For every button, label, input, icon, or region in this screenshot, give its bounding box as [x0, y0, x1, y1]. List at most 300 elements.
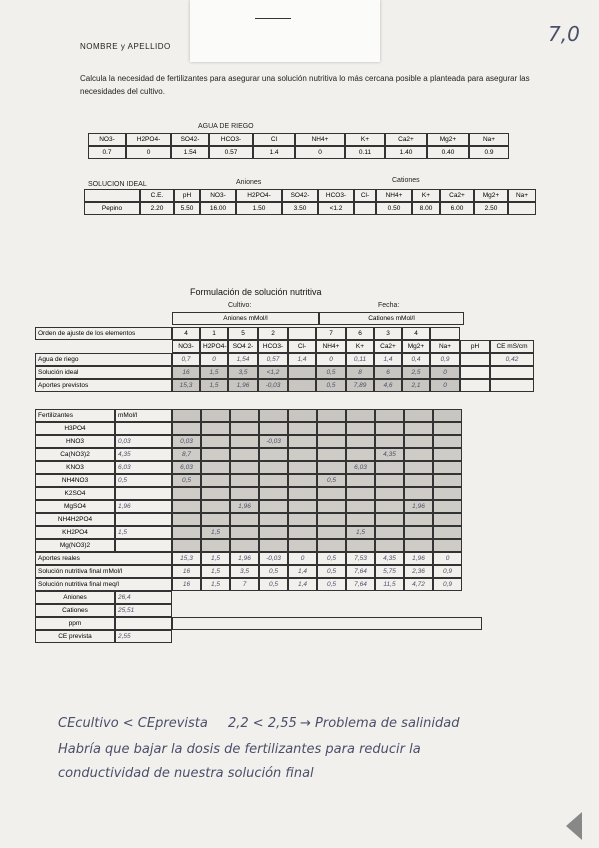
formulacion-value-cell: 8 — [346, 366, 374, 379]
solucion-value-cell: 6.00 — [440, 202, 474, 215]
fertilizer-mark-cell — [201, 474, 230, 487]
fertilizer-mark-cell — [346, 448, 375, 461]
fertilizer-mark-cell — [230, 422, 259, 435]
fert-summary-cell: 3,5 — [230, 565, 259, 578]
solucion-title: SOLUCION IDEAL — [88, 181, 147, 188]
fert-summary-cell: 1,5 — [201, 565, 230, 578]
fertilizer-mark-cell — [375, 539, 404, 552]
orden-cell: 1 — [200, 327, 228, 340]
fertilizer-mark-cell — [317, 500, 346, 513]
fertilizer-mark-cell — [346, 422, 375, 435]
fert-summary-cell: 16 — [172, 565, 201, 578]
fertilizer-mark-cell — [201, 539, 230, 552]
orden-cell: 3 — [374, 327, 402, 340]
solucion-header-cell: Cl- — [354, 189, 376, 202]
solucion-header-cell: SO42- — [282, 189, 318, 202]
fertilizer-row — [35, 461, 482, 474]
orden-cell: 2 — [258, 327, 288, 340]
formulacion-value-cell: 0,57 — [258, 353, 288, 366]
formulacion-row-label: Agua de riego — [35, 353, 172, 366]
fert-header-blank — [230, 409, 259, 422]
fertilizer-mark-cell — [346, 487, 375, 500]
fertilizer-name: H3PO4 — [35, 422, 115, 435]
cultivo-label: Cultivo: — [228, 302, 252, 309]
fertilizer-mark-cell — [317, 448, 346, 461]
fertilizer-mark-cell — [317, 422, 346, 435]
fert-summary-cell: 7,53 — [346, 552, 375, 565]
fertilizer-mark-cell — [346, 474, 375, 487]
fert-header-blank — [375, 409, 404, 422]
fertilizer-row — [35, 487, 482, 500]
fert-summary-row — [35, 578, 482, 591]
fertilizer-mark-cell: 0,03 — [172, 435, 201, 448]
fertilizer-row — [35, 474, 482, 487]
fertilizer-mark-cell — [201, 448, 230, 461]
fertilizer-mark-cell — [230, 513, 259, 526]
fertilizer-mark-cell — [230, 448, 259, 461]
fert-summary-cell: 1,96 — [404, 552, 433, 565]
grade-mark: 7,0 — [548, 22, 580, 46]
fert-header-blank — [259, 409, 288, 422]
fertilizer-mark-cell — [375, 422, 404, 435]
agua-header-cell: HCO3- — [209, 133, 253, 146]
fertilizer-row — [35, 526, 482, 539]
ion-header-cell: Cl- — [288, 340, 316, 353]
fertilizer-name: K2SO4 — [35, 487, 115, 500]
solucion-aniones-label: Aniones — [236, 179, 262, 186]
fert-summary-cell: 7,64 — [346, 565, 375, 578]
agua-header-cell: Na+ — [469, 133, 509, 146]
fertilizer-mark-cell — [201, 513, 230, 526]
fertilizer-name: NH4NO3 — [35, 474, 115, 487]
formulacion-value-cell: 0,4 — [402, 353, 430, 366]
solucion-value-cell: 3.50 — [282, 202, 318, 215]
fertilizer-mark-cell — [259, 500, 288, 513]
fert-summary-label: Aportes reales — [35, 552, 172, 565]
solucion-value-cell: 0.50 — [376, 202, 412, 215]
fertilizer-mark-cell — [288, 487, 317, 500]
fertilizer-mark-cell: -0,03 — [259, 435, 288, 448]
formulacion-table — [35, 327, 534, 392]
formulacion-value-cell — [490, 366, 534, 379]
fertilizer-mark-cell — [259, 526, 288, 539]
fert-extra-label: CE prevista — [35, 630, 115, 643]
fertilizer-mark-cell — [201, 500, 230, 513]
formulacion-value-cell: -0,03 — [258, 379, 288, 392]
fertilizer-mark-cell — [433, 526, 462, 539]
solucion-value-cell: 2.20 — [140, 202, 174, 215]
agua-header-cell: Mg2+ — [427, 133, 469, 146]
formulacion-value-cell: 0,7 — [172, 353, 200, 366]
formulacion-value-cell: 1,96 — [228, 379, 258, 392]
fertilizer-mark-cell — [259, 513, 288, 526]
ion-header-cell: CE mS/cm — [490, 340, 534, 353]
formulacion-row — [35, 353, 534, 366]
fertilizer-mark-cell — [201, 461, 230, 474]
fertilizer-mark-cell — [433, 474, 462, 487]
formulacion-value-cell: 0 — [430, 366, 460, 379]
fertilizer-mark-cell — [172, 526, 201, 539]
fert-header-blank — [433, 409, 462, 422]
orden-cell — [430, 327, 460, 340]
fert-summary-cell: 0,5 — [317, 565, 346, 578]
formulacion-row-label: Solución ideal — [35, 366, 172, 379]
solucion-value-cell: 2.50 — [474, 202, 508, 215]
fert-extra-value — [115, 617, 172, 630]
agua-header-cell: Ca2+ — [385, 133, 427, 146]
solucion-table — [84, 189, 536, 215]
agua-header-cell: SO42- — [171, 133, 209, 146]
fertilizer-mmol — [115, 513, 172, 526]
solucion-value-cell — [508, 202, 536, 215]
formulacion-row — [35, 366, 534, 379]
fertilizer-name: KH2PO4 — [35, 526, 115, 539]
fert-summary-cell: 11,5 — [375, 578, 404, 591]
fertilizer-mark-cell — [172, 500, 201, 513]
formulacion-value-cell: 3,5 — [228, 366, 258, 379]
formulacion-value-cell: 4,6 — [374, 379, 402, 392]
ion-header-cell: Na+ — [430, 340, 460, 353]
agua-value-cell: 0.57 — [209, 146, 253, 159]
fert-summary-cell: 0,5 — [259, 565, 288, 578]
fertilizer-mark-cell — [172, 513, 201, 526]
solucion-header-cell: HCO3- — [318, 189, 354, 202]
fert-header-blank — [201, 409, 230, 422]
fert-extra-label: Aniones — [35, 591, 115, 604]
formulacion-value-cell — [288, 379, 316, 392]
fert-header-blank — [172, 409, 201, 422]
solucion-value-cell: 16.00 — [200, 202, 236, 215]
fert-header-blank — [346, 409, 375, 422]
fert-summary-cell: 1,5 — [201, 578, 230, 591]
fert-summary-cell: 16 — [172, 578, 201, 591]
fertilizer-mark-cell — [433, 435, 462, 448]
formulacion-value-cell: 0,9 — [430, 353, 460, 366]
fertilizer-name: Mg(NO3)2 — [35, 539, 115, 552]
orden-cell: 7 — [316, 327, 346, 340]
fert-summary-cell: 15,3 — [172, 552, 201, 565]
fert-summary-cell: 1,5 — [201, 552, 230, 565]
formulacion-row — [35, 379, 534, 392]
fertilizer-mark-cell: 0,5 — [172, 474, 201, 487]
fertilizer-mark-cell — [375, 513, 404, 526]
formulacion-value-cell: 0 — [200, 353, 228, 366]
formulacion-value-cell: 0 — [316, 353, 346, 366]
formulacion-value-cell: 1,4 — [374, 353, 402, 366]
agua-value-cell: 0.7 — [88, 146, 126, 159]
fertilizer-name: MgSO4 — [35, 500, 115, 513]
agua-value-cell: 0.11 — [345, 146, 385, 159]
fert-extra-row — [35, 630, 482, 643]
orden-cell — [288, 327, 316, 340]
ion-header-blank — [35, 340, 172, 353]
agua-title: AGUA DE RIEGO — [198, 123, 254, 130]
fertilizer-mark-cell — [288, 448, 317, 461]
fertilizer-mark-cell — [433, 422, 462, 435]
fertilizer-mmol: 0,03 — [115, 435, 172, 448]
fertilizantes-table — [35, 409, 482, 643]
fert-summary-cell: 4,72 — [404, 578, 433, 591]
agua-value-cell: 0 — [295, 146, 345, 159]
fertilizer-mark-cell — [172, 422, 201, 435]
formulacion-value-cell: 0,5 — [316, 366, 346, 379]
formulacion-value-cell: 15,3 — [172, 379, 200, 392]
agua-value-cell: 1.4 — [253, 146, 295, 159]
formulacion-value-cell: <1,2 — [258, 366, 288, 379]
agua-value-cell: 0.40 — [427, 146, 469, 159]
fertilizer-name: HNO3 — [35, 435, 115, 448]
formulacion-title: Formulación de solución nutritiva — [190, 287, 322, 297]
solucion-header-cell: Na+ — [508, 189, 536, 202]
fertilizer-mark-cell — [375, 461, 404, 474]
formulacion-value-cell: 2,5 — [402, 366, 430, 379]
orden-label: Orden de ajuste de los elementos — [35, 327, 172, 340]
solucion-header-cell: NH4+ — [376, 189, 412, 202]
fert-summary-cell: -0,03 — [259, 552, 288, 565]
fertilizer-mark-cell — [288, 461, 317, 474]
fertilizer-mark-cell — [433, 539, 462, 552]
fert-summary-cell: 7 — [230, 578, 259, 591]
ion-header-cell: Mg2+ — [402, 340, 430, 353]
fertilizer-name: NH4H2PO4 — [35, 513, 115, 526]
fert-summary-cell: 1,96 — [230, 552, 259, 565]
fertilizer-mark-cell — [433, 487, 462, 500]
formulacion-value-cell: 1,5 — [200, 379, 228, 392]
fertilizer-row — [35, 539, 482, 552]
fertilizer-mark-cell — [288, 435, 317, 448]
formulacion-value-cell: 7,89 — [346, 379, 374, 392]
fertilizer-mark-cell — [375, 526, 404, 539]
fertilizer-mark-cell — [230, 474, 259, 487]
fert-summary-cell: 0 — [433, 552, 462, 565]
agua-header-cell: H2PO4- — [126, 133, 171, 146]
fertilizer-row — [35, 435, 482, 448]
fertilizer-mark-cell — [259, 422, 288, 435]
fertilizer-mark-cell: 8,7 — [172, 448, 201, 461]
fertilizer-mark-cell: 6,03 — [346, 461, 375, 474]
fertilizer-mark-cell — [404, 435, 433, 448]
fert-extra-row — [35, 604, 482, 617]
fertilizer-mark-cell — [404, 422, 433, 435]
fertilizer-mark-cell — [201, 487, 230, 500]
sticky-mark — [255, 18, 291, 19]
fert-extra-value: 2,55 — [115, 630, 172, 643]
fertilizer-mmol: 0,5 — [115, 474, 172, 487]
formulacion-value-cell: 1,54 — [228, 353, 258, 366]
fert-summary-cell: 1,4 — [288, 565, 317, 578]
fertilizer-mark-cell — [404, 487, 433, 500]
name-label: NOMBRE y APELLIDO — [80, 42, 171, 51]
conclusion-line1c: → Problema de salinidad — [300, 716, 460, 731]
fertilizer-mark-cell: 6,03 — [172, 461, 201, 474]
fertilizer-mark-cell — [346, 539, 375, 552]
formulacion-value-cell: 0,42 — [490, 353, 534, 366]
fertilizer-mark-cell: 1,5 — [201, 526, 230, 539]
agua-table — [88, 133, 509, 159]
fertilizer-mark-cell — [375, 500, 404, 513]
ion-group-headers — [172, 312, 464, 325]
conclusion-line2: Habría que bajar la dosis de fertilizantes para reducir la — [58, 742, 421, 757]
formulacion-row-label: Aportes previstos — [35, 379, 172, 392]
fertilizer-mark-cell — [346, 435, 375, 448]
conclusion-line3: conductividad de nuestra solución final — [58, 766, 314, 781]
orden-cell: 4 — [402, 327, 430, 340]
fert-extra-value: 26,4 — [115, 591, 172, 604]
solucion-value-cell: 8.00 — [412, 202, 440, 215]
orden-cell: 5 — [228, 327, 258, 340]
fertilizer-name: KNO3 — [35, 461, 115, 474]
orden-cell: 6 — [346, 327, 374, 340]
fertilizer-mark-cell — [288, 422, 317, 435]
fertilizer-mark-cell: 4,35 — [375, 448, 404, 461]
ion-header-cell: SO4 2- — [228, 340, 258, 353]
solucion-value-cell: Pepino — [84, 202, 140, 215]
fertilizer-mark-cell — [230, 539, 259, 552]
formulacion-value-cell: 2,1 — [402, 379, 430, 392]
fertilizer-mark-cell: 1,5 — [346, 526, 375, 539]
fertilizer-mark-cell — [288, 474, 317, 487]
fertilizer-mmol — [115, 487, 172, 500]
fert-header-blank — [404, 409, 433, 422]
formulacion-value-cell: 0,11 — [346, 353, 374, 366]
fertilizer-mark-cell — [288, 500, 317, 513]
fertilizer-mark-cell — [259, 474, 288, 487]
fert-extra-value: 25,51 — [115, 604, 172, 617]
formulacion-value-cell — [288, 366, 316, 379]
fert-summary-cell: 1,4 — [288, 578, 317, 591]
fertilizer-mark-cell — [259, 487, 288, 500]
fertilizer-mark-cell — [230, 487, 259, 500]
fertilizer-mark-cell — [433, 500, 462, 513]
fertilizer-mark-cell — [288, 539, 317, 552]
ion-header-cell: pH — [460, 340, 490, 353]
solucion-value-cell: 1.50 — [236, 202, 282, 215]
formulacion-value-cell — [460, 366, 490, 379]
solucion-header-cell: Ca2+ — [440, 189, 474, 202]
aniones-header: Aniones mMol/l — [172, 312, 319, 325]
fertilizer-mmol — [115, 422, 172, 435]
fertilizer-mark-cell — [375, 435, 404, 448]
fertilizer-mmol: 6,03 — [115, 461, 172, 474]
fertilizer-mark-cell — [404, 539, 433, 552]
fertilizer-row — [35, 422, 482, 435]
fertilizer-mark-cell — [201, 422, 230, 435]
fertilizer-mark-cell — [404, 513, 433, 526]
solucion-header-cell: K+ — [412, 189, 440, 202]
fertilizer-mark-cell — [346, 513, 375, 526]
fertilizer-name: Ca(NO3)2 — [35, 448, 115, 461]
fert-header-blank — [288, 409, 317, 422]
fert-summary-cell: 0,9 — [433, 578, 462, 591]
instructions: Calcula la necesidad de fertilizantes para asegurar una solución nutritiva lo más cercana posible a planteada para asegurar las necesidades del cultivo. — [80, 74, 530, 96]
fertilizer-mark-cell — [230, 461, 259, 474]
fertilizer-mark-cell — [317, 487, 346, 500]
fert-summary-cell: 0,5 — [317, 552, 346, 565]
fertilizer-mark-cell — [317, 539, 346, 552]
fert-summary-cell: 2,36 — [404, 565, 433, 578]
fertilizer-mark-cell — [317, 526, 346, 539]
fert-extra-label: ppm — [35, 617, 115, 630]
fert-summary-label: Solución nutritiva final meq/l — [35, 578, 172, 591]
solucion-cationes-label: Cationes — [392, 177, 420, 184]
fertilizer-mark-cell — [230, 526, 259, 539]
fertilizer-mark-cell: 1,96 — [230, 500, 259, 513]
fertilizer-mark-cell — [259, 539, 288, 552]
fert-header-label: Fertilizantes — [35, 409, 115, 422]
conclusion-line1a: CEcultivo < CEprevista — [58, 716, 208, 731]
fertilizer-mark-cell — [288, 513, 317, 526]
fert-summary-cell: 7,64 — [346, 578, 375, 591]
fert-header-blank — [317, 409, 346, 422]
fertilizer-mark-cell — [404, 474, 433, 487]
agua-header-cell: NO3- — [88, 133, 126, 146]
fert-summary-label: Solución nutritiva final mMol/l — [35, 565, 172, 578]
fertilizer-mark-cell — [375, 487, 404, 500]
ion-header-cell: NH4+ — [316, 340, 346, 353]
conclusion-line1b: 2,2 < 2,55 — [228, 716, 297, 731]
fertilizer-mark-cell — [259, 448, 288, 461]
solucion-value-cell: 5.50 — [174, 202, 200, 215]
fertilizer-mark-cell — [317, 435, 346, 448]
solucion-header-cell: H2PO4- — [236, 189, 282, 202]
solucion-header-cell — [84, 189, 140, 202]
solucion-header-cell: pH — [174, 189, 200, 202]
fert-summary-cell: 0,5 — [259, 578, 288, 591]
fert-extra-row — [35, 617, 482, 630]
fecha-label: Fecha: — [378, 302, 400, 309]
fertilizer-mmol: 1,5 — [115, 526, 172, 539]
fert-extra-label: Cationes — [35, 604, 115, 617]
ion-header-cell: H2PO4- — [200, 340, 228, 353]
fertilizer-row — [35, 500, 482, 513]
fertilizer-mark-cell — [317, 461, 346, 474]
fertilizer-mmol: 4,35 — [115, 448, 172, 461]
ion-header-cell: HCO3- — [258, 340, 288, 353]
formulacion-value-cell: 16 — [172, 366, 200, 379]
fertilizer-row — [35, 513, 482, 526]
formulacion-value-cell — [460, 379, 490, 392]
formulacion-value-cell: 1,5 — [200, 366, 228, 379]
fertilizer-mmol: 1,96 — [115, 500, 172, 513]
fertilizer-mark-cell — [433, 513, 462, 526]
agua-header-cell: NH4+ — [295, 133, 345, 146]
fertilizer-mmol — [115, 539, 172, 552]
fert-summary-row — [35, 552, 482, 565]
fertilizer-mark-cell — [172, 539, 201, 552]
agua-value-cell: 0.9 — [469, 146, 509, 159]
cationes-header: Cationes mMol/l — [319, 312, 464, 325]
ion-header-cell: K+ — [346, 340, 374, 353]
formulacion-value-cell: 0,5 — [316, 379, 346, 392]
formulacion-value-cell — [460, 353, 490, 366]
ion-header-cell: NO3- — [172, 340, 200, 353]
fertilizer-mark-cell — [404, 461, 433, 474]
agua-header-cell: K+ — [345, 133, 385, 146]
fertilizer-mark-cell — [346, 500, 375, 513]
fertilizer-mark-cell — [404, 526, 433, 539]
fertilizer-mark-cell — [230, 435, 259, 448]
fertilizer-mark-cell — [433, 448, 462, 461]
fert-summary-cell: 0,5 — [317, 578, 346, 591]
page-corner-arrow-icon — [566, 812, 582, 840]
fertilizer-mark-cell — [317, 513, 346, 526]
fertilizer-row — [35, 448, 482, 461]
fertilizer-mark-cell — [259, 461, 288, 474]
fert-summary-row — [35, 565, 482, 578]
solucion-value-cell: <1.2 — [318, 202, 354, 215]
agua-value-cell: 1.40 — [385, 146, 427, 159]
ppm-blank — [172, 617, 482, 630]
